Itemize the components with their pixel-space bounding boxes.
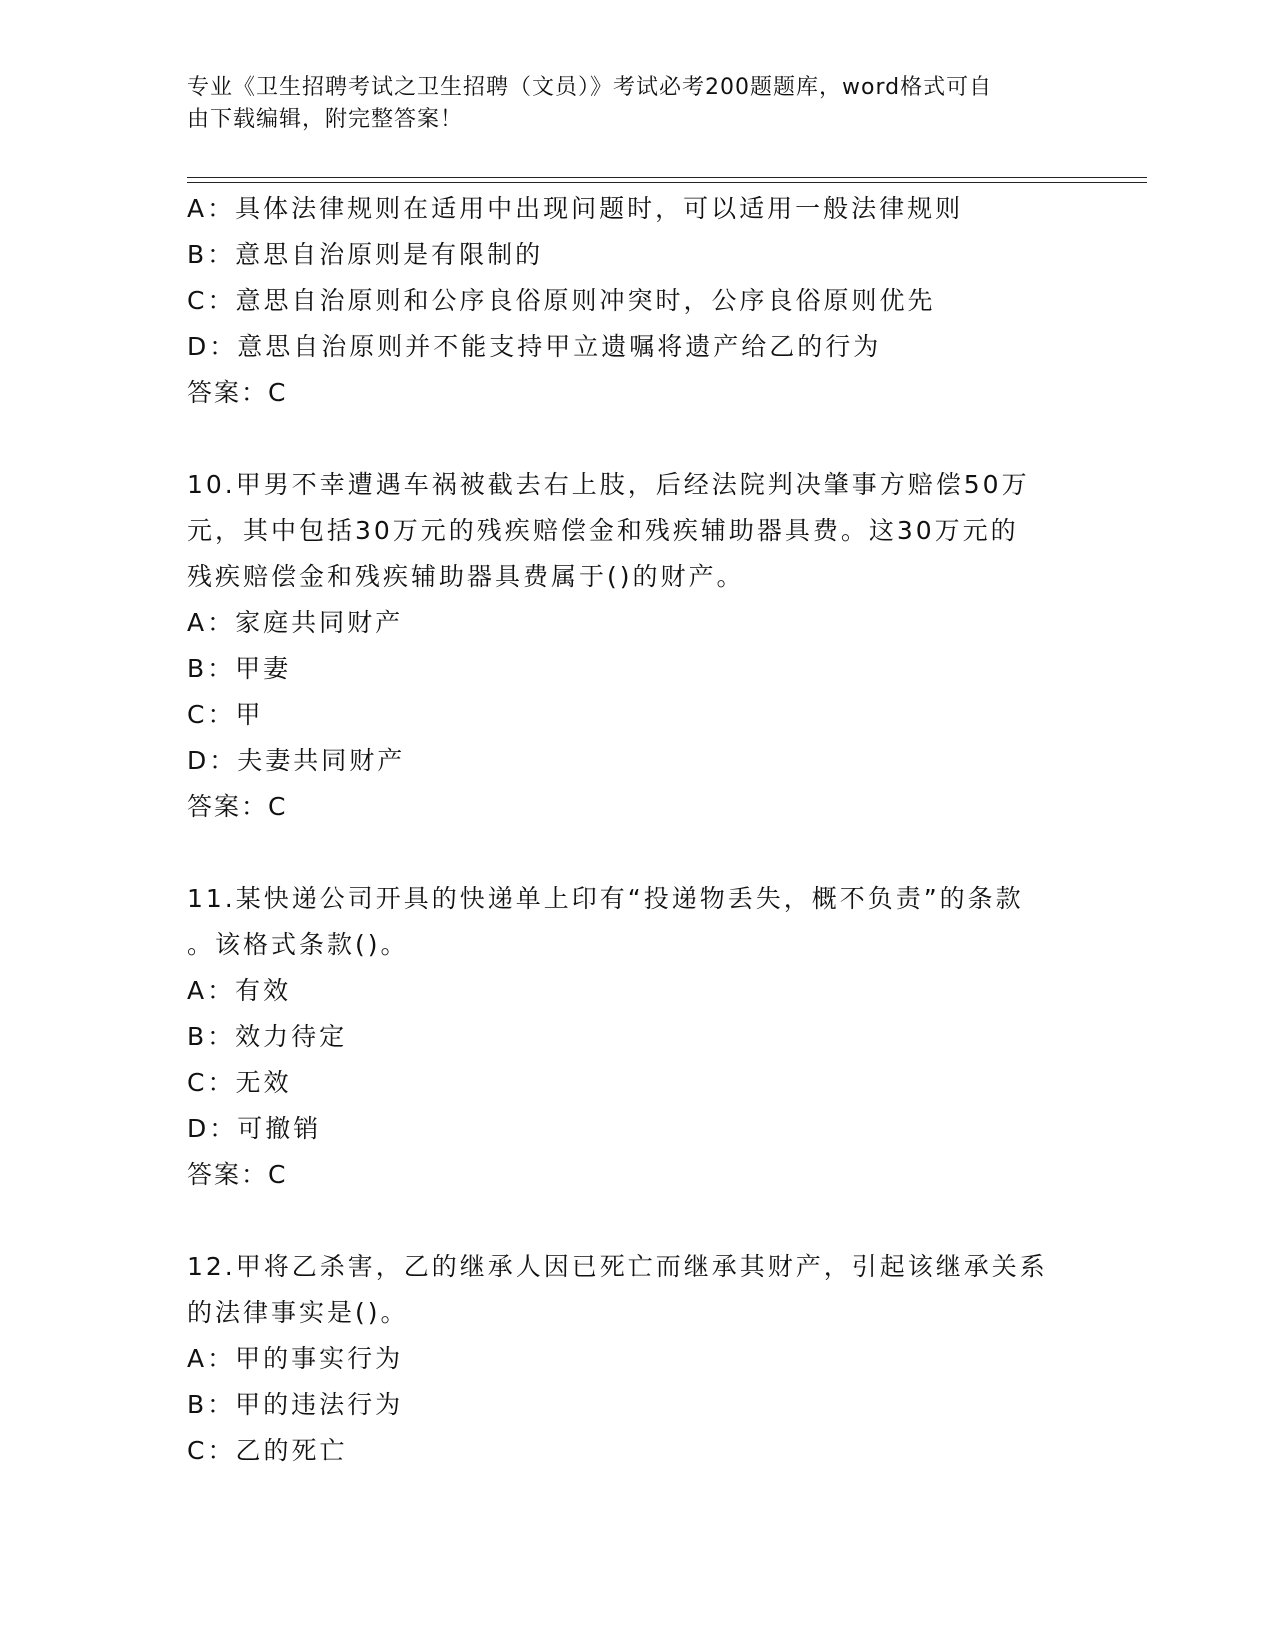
option-a: A：有效 <box>187 976 292 1005</box>
question-10-block <box>187 462 1087 830</box>
document-header <box>187 72 1067 136</box>
option-d: D：可撤销 <box>187 1114 322 1143</box>
question-stem-line: 10.甲男不幸遭遇车祸被截去右上肢，后经法院判决肇事方赔偿50万 <box>187 470 1030 499</box>
question-stem-line: 。该格式条款()。 <box>187 930 409 959</box>
option-b: B：意思自治原则是有限制的 <box>187 240 544 269</box>
question-stem-line: 11.某快递公司开具的快递单上印有“投递物丢失，概不负责”的条款 <box>187 884 1024 913</box>
question-stem-line: 12.甲将乙杀害，乙的继承人因已死亡而继承其财产，引起该继承关系 <box>187 1252 1048 1281</box>
spacer <box>187 830 1087 876</box>
spacer <box>187 1198 1087 1244</box>
option-b: B：甲的违法行为 <box>187 1390 404 1419</box>
answer-line: 答案：C <box>187 1160 288 1189</box>
header-rule-bottom <box>187 182 1147 183</box>
option-a: A：家庭共同财产 <box>187 608 404 637</box>
option-c: C：无效 <box>187 1068 292 1097</box>
option-a: A：具体法律规则在适用中出现问题时，可以适用一般法律规则 <box>187 194 964 223</box>
option-d: D：夫妻共同财产 <box>187 746 406 775</box>
header-rule-top <box>187 177 1147 178</box>
answer-line: 答案：C <box>187 378 288 407</box>
option-c: C：意思自治原则和公序良俗原则冲突时，公序良俗原则优先 <box>187 286 936 315</box>
option-b: B：甲妻 <box>187 654 292 683</box>
header-line-2: 由下载编辑，附完整答案！ <box>187 107 464 132</box>
option-c: C：乙的死亡 <box>187 1436 348 1465</box>
answer-line: 答案：C <box>187 792 288 821</box>
question-stem-line: 的法律事实是()。 <box>187 1298 409 1327</box>
question-11-block <box>187 876 1087 1198</box>
option-c: C：甲 <box>187 700 264 729</box>
spacer <box>187 416 1087 462</box>
question-9-block <box>187 186 1087 416</box>
option-b: B：效力待定 <box>187 1022 348 1051</box>
question-stem-line: 元，其中包括30万元的残疾赔偿金和残疾辅助器具费。这30万元的 <box>187 516 1019 545</box>
question-content <box>187 186 1087 1474</box>
question-12-block <box>187 1244 1087 1474</box>
option-d: D：意思自治原则并不能支持甲立遗嘱将遗产给乙的行为 <box>187 332 882 361</box>
header-line-1: 专业《卫生招聘考试之卫生招聘（文员）》考试必考200题题库，word格式可自 <box>187 75 993 100</box>
option-a: A：甲的事实行为 <box>187 1344 404 1373</box>
question-stem-line: 残疾赔偿金和残疾辅助器具费属于()的财产。 <box>187 562 745 591</box>
